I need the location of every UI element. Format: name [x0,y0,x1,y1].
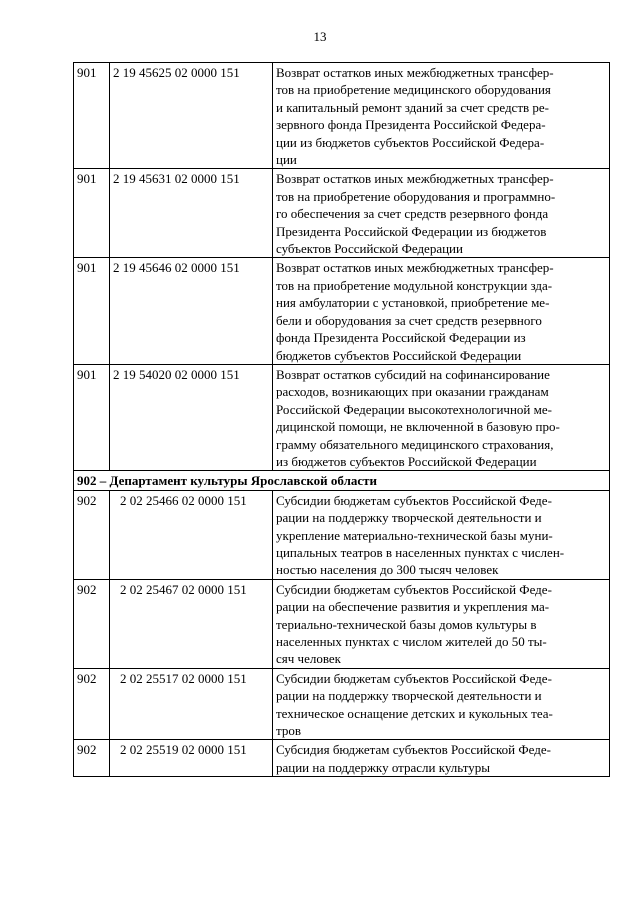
description-line: Президента Российской Федерации из бюджетов [276,223,547,239]
description-line: рации на поддержку творческой деятельности и [276,688,542,704]
admin-code-cell: 901 [74,258,110,364]
description-line: фонда Президента Российской Федерации из [276,330,526,346]
description-line: тов на приобретение медицинского оборудования [276,82,551,98]
description-line: рации на поддержку отрасли культуры [276,759,490,775]
table-row [74,740,610,777]
description-line: ностью населения до 300 тысяч человек [276,562,499,578]
admin-code-cell: 901 [74,364,110,470]
description-line: субъектов Российской Федерации [276,241,463,257]
description-line: го обеспечения за счет средств резервного фонда [276,206,549,222]
section-header-row [74,471,610,490]
description-line: Возврат остатков иных межбюджетных трансфер- [276,171,554,187]
budget-classification-table [73,62,610,777]
budget-code-cell: 2 02 25517 02 0000 151 [110,668,273,740]
description-line: Российской Федерации высокотехнологичной ме- [276,401,552,417]
description-line: рации на обеспечение развития и укрепления ма- [276,599,550,615]
description-line: Возврат остатков субсидий на софинансирование [276,366,550,382]
table-row [74,364,610,470]
description-line: Субсидии бюджетам субъектов Российской Феде- [276,492,552,508]
description-cell [273,579,610,668]
description-line: расходов, возникающих при оказании гражданам [276,384,549,400]
description-line: ции из бюджетов субъектов Российской Федера- [276,134,545,150]
description-cell [273,490,610,579]
table-row [74,258,610,364]
admin-code-cell: 901 [74,169,110,258]
description-line: зервного фонда Президента Российской Федера- [276,117,546,133]
budget-code-cell: 2 19 54020 02 0000 151 [110,364,273,470]
budget-code-cell: 2 02 25519 02 0000 151 [110,740,273,777]
description-line: рации на поддержку творческой деятельности и [276,510,542,526]
description-cell [273,364,610,470]
description-line: тров [276,723,301,739]
description-cell [273,63,610,169]
admin-code-cell: 902 [74,490,110,579]
table-row [74,579,610,668]
description-line: бели и оборудования за счет средств резервного [276,312,542,328]
description-line: ния амбулатории с установкой, приобретение ме- [276,295,550,311]
description-line: укрепление материально-технической базы муни- [276,527,553,543]
description-line: териально-технической базы домов культуры в [276,616,537,632]
description-line: Возврат остатков иных межбюджетных трансфер- [276,65,554,80]
description-line: Возврат остатков иных межбюджетных трансфер- [276,260,554,276]
page-number: 13 [313,29,327,44]
admin-code-cell: 901 [74,63,110,169]
description-line: Субсидии бюджетам субъектов Российской Феде- [276,581,552,597]
table-row [74,63,610,169]
description-line: Субсидия бюджетам субъектов Российской Феде- [276,742,551,758]
admin-code-cell: 902 [74,668,110,740]
description-cell [273,258,610,364]
description-line: из бюджетов субъектов Российской Федерации [276,453,537,469]
description-line: тов на приобретение модульной конструкции зда- [276,277,553,293]
description-line: грамму обязательного медицинского страхования, [276,436,554,452]
description-cell [273,740,610,777]
budget-code-cell: 2 02 25466 02 0000 151 [110,490,273,579]
admin-code-cell: 902 [74,579,110,668]
description-line: сяч человек [276,651,341,667]
section-title: 902 – Департамент культуры Ярославской области [74,471,610,490]
description-line: ции [276,152,297,168]
description-line: населенных пунктах с числом жителей до 50 ты- [276,634,547,649]
description-line: бюджетов субъектов Российской Федерации [276,347,522,363]
table-row [74,169,610,258]
description-line: и капитальный ремонт зданий за счет средств ре- [276,99,549,115]
budget-code-cell: 2 19 45631 02 0000 151 [110,169,273,258]
budget-code-cell: 2 02 25467 02 0000 151 [110,579,273,668]
description-line: Субсидии бюджетам субъектов Российской Феде- [276,670,552,686]
description-line: техническое оснащение детских и кукольных теа- [276,705,553,721]
budget-code-cell: 2 19 45646 02 0000 151 [110,258,273,364]
description-cell [273,668,610,740]
description-cell [273,169,610,258]
description-line: тов на приобретение оборудования и программно- [276,188,556,204]
description-line: дицинской помощи, не включенной в базовую про- [276,419,560,435]
table-row [74,490,610,579]
description-line: ципальных театров в населенных пунктах с числен- [276,544,565,560]
admin-code-cell: 902 [74,740,110,777]
table-row [74,668,610,740]
budget-code-cell: 2 19 45625 02 0000 151 [110,63,273,169]
